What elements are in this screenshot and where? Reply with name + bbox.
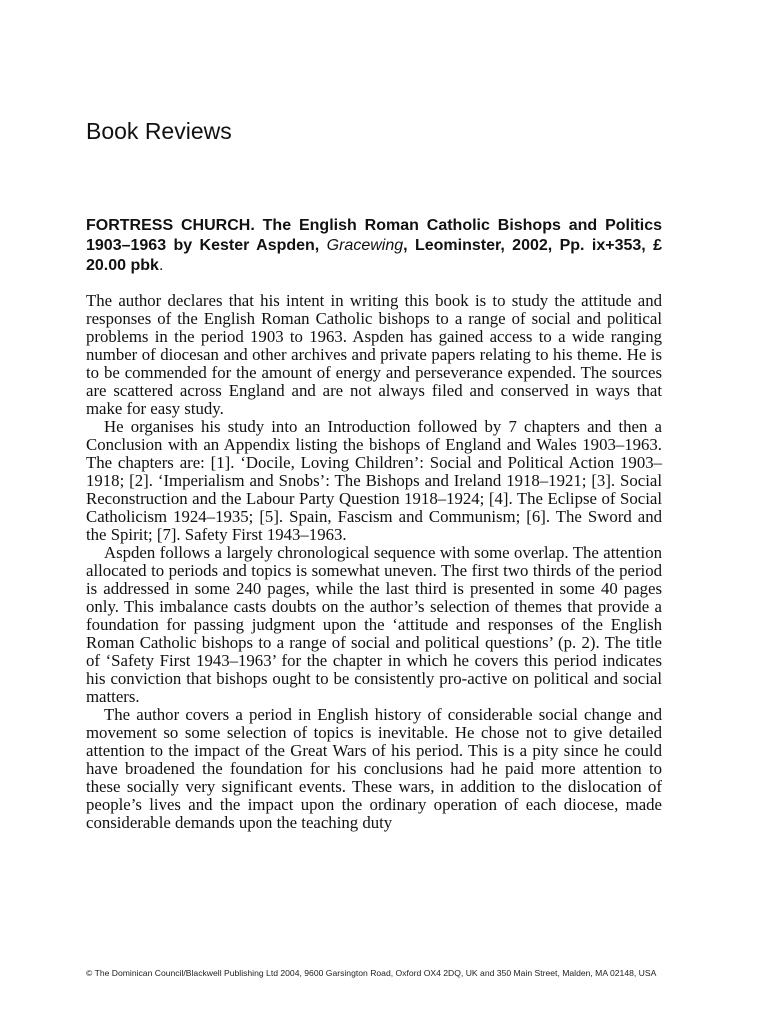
- review-publisher: Gracewing: [326, 237, 404, 254]
- paragraph-4: The author covers a period in English history of considerable social change and movement so some selection of topics is inevitable. He chose not to give detailed attention to the impact of the Great Wars of his period. This is a pity since he could have broadened the foundation for his conclusions had he paid more attention to these socially very significant events. These wars, in addition to the dislocation of people’s lives and the impact upon the ordinary operation of each diocese, made considerable demands upon the teaching duty: [86, 705, 662, 832]
- paragraph-3: Aspden follows a largely chronological sequence with some overlap. The attention allocated to periods and topics is somewhat uneven. The first two thirds of the period is addressed in some 240 pages, while the last third is presented in some 40 pages only. This imbalance casts doubts on the author’s selection of themes that provide a foundation for passing judgment upon the ‘attitude and responses of the English Roman Catholic bishops to a range of social and political questions’ (p. 2). The title of ‘Safety First 1943–1963’ for the chapter in which he covers this period indicates his conviction that bishops ought to be consistently pro-active on political and social matters.: [86, 543, 662, 706]
- review-body: [86, 292, 662, 832]
- review-heading: [86, 216, 662, 276]
- review-heading-end: .: [158, 257, 164, 274]
- copyright-footer: © The Dominican Council/Blackwell Publishing Ltd 2004, 9600 Garsington Road, Oxford OX4 2DQ, UK and 350 Main Street, Malden, MA 02148, USA: [86, 968, 657, 978]
- page: [86, 0, 662, 1024]
- paragraph-1: The author declares that his intent in writing this book is to study the attitude and responses of the English Roman Catholic bishops to a range of social and political problems in the period 1903 to 1963. Aspden has gained access to a wide ranging number of diocesan and other archives and private papers relating to his theme. He is to be commended for the amount of energy and perseverance expended. The sources are scattered across England and are not always filed and conserved in ways that make for easy study.: [86, 291, 662, 418]
- review-heading-title: FORTRESS CHURCH. The English Roman Catholic Bishops and Politics 1903–1963 by Kester Aspden,: [86, 217, 662, 254]
- review-heading-details: , Leominster, 2002, Pp. ix+353, £ 20.00 pbk: [86, 237, 662, 274]
- paragraph-2: He organises his study into an Introduction followed by 7 chapters and then a Conclusion with an Appendix listing the bishops of England and Wales 1903–1963. The chapters are: [1]. ‘Docile, Loving Children’: Social and Political Action 1903–1918; [2]. ‘Imperialism and Snobs’: The Bishops and Ireland 1918–1921; [3]. Social Reconstruction and the Labour Party Question 1918–1924; [4]. The Eclipse of Social Catholicism 1924–1935; [5]. Spain, Fascism and Communism; [6]. The Sword and the Spirit; [7]. Safety First 1943–1963.: [86, 417, 662, 544]
- section-title: Book Reviews: [86, 118, 232, 144]
